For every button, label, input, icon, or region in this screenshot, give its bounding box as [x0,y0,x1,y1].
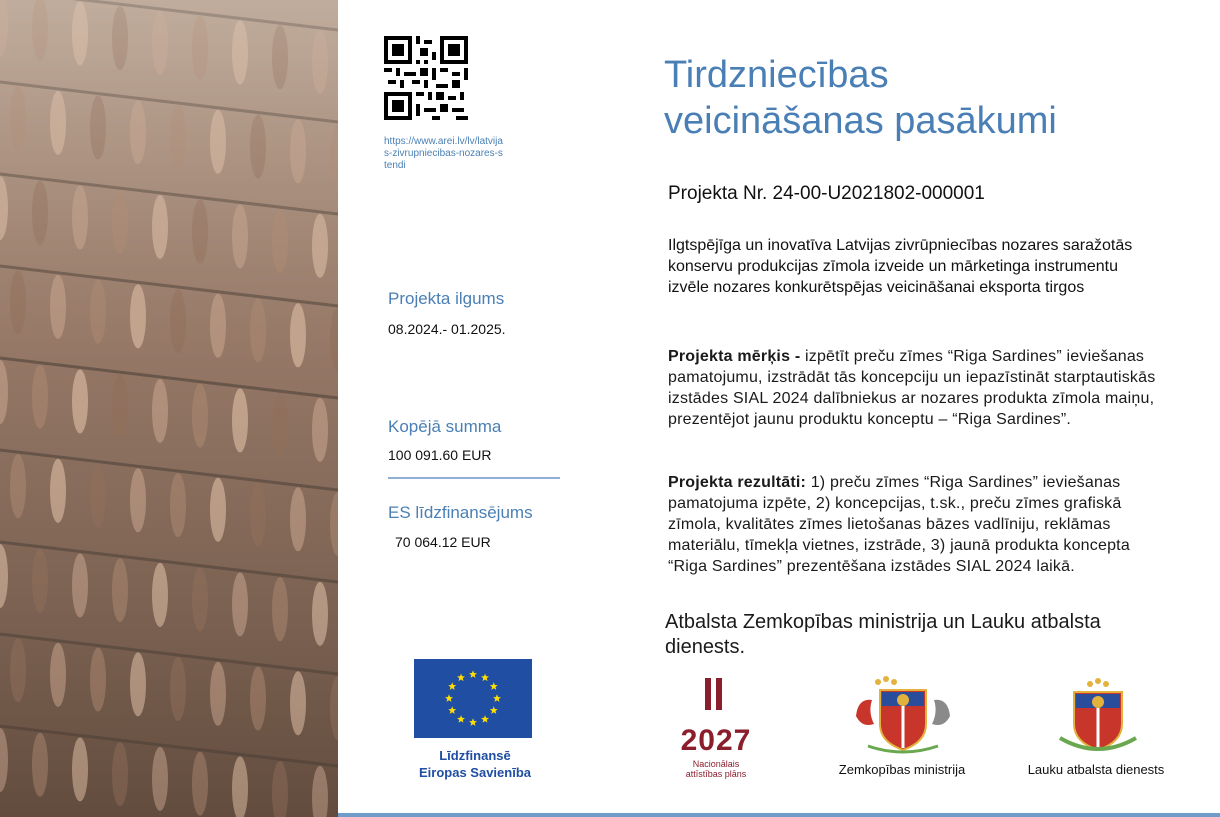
page-title [664,52,1057,144]
lad-coat-of-arms-icon [1056,678,1140,756]
fish-drying-photo [0,0,338,817]
eu-logo-line1: Līdzfinansē [439,748,511,763]
qr-code-icon[interactable] [384,36,468,120]
eu-flag-icon [414,659,532,738]
project-goal [668,346,1158,430]
support-text: Atbalsta Zemkopības ministrija un Lauku atbalsta dienests. [665,611,1101,658]
goal-label: Projekta mērķis - [668,348,801,365]
project-number: Projekta Nr. 24-00-U2021802-000001 [668,183,985,204]
total-sum-label: Kopējā summa [388,417,502,436]
qr-url-link[interactable]: https://www.arei.lv/lv/latvijas-zivrupniecibas-nozares-stendi [384,136,503,171]
title-line-2: veicināšanas pasākumi [664,100,1057,142]
project-subtitle: Ilgtspējīga un inovatīva Latvijas zivrūpniecības nozares saražotās konservu produkcijas zīmola izveide un mārketinga instrumentu izvēle nozares konkurētspējas veicināšanai eksporta tirgos [668,237,1133,296]
eu-cofinancing-value: 70 064.12 EUR [395,534,491,550]
duration-value: 08.2024.- 01.2025. [388,321,506,337]
divider [388,477,560,479]
title-line-1: Tirdzniecības [664,54,889,96]
total-sum-value: 100 091.60 EUR [388,447,492,463]
goal-text: izpētīt preču zīmes “Riga Sardines” ieviešanas pamatojumu, izstrādāt tās koncepciju un iepazīstināt starptautiskās izstādes SIAL 2024 dalībniekus ar nozares produkta zīmola maiņu, prezentējot jaunu produktu konceptu – “Riga Sardines”. [668,348,1156,428]
bottom-accent-bar [338,813,1220,817]
lad-caption: Lauku atbalsta dienests [1027,762,1165,777]
duration-label: Projekta ilgums [388,289,505,308]
project-results [668,472,1158,577]
nap-line2: attīstības plāns [685,769,747,779]
eu-cofinancing-label: ES līdzfinansējums [388,503,533,522]
ministry-caption: Zemkopības ministrija [838,762,966,777]
ministry-coat-of-arms-icon [848,676,958,756]
eu-logo-line2: Eiropas Savienība [419,765,531,780]
fish-rows-illustration [0,0,338,817]
project-meta-column [338,0,658,817]
nap-line1: Nacionālais [692,759,740,769]
results-label: Projekta rezultāti: [668,474,807,491]
results-text: 1) preču zīmes “Riga Sardines” ieviešanas pamatojuma izpēte, 2) koncepcijas, t.sk., preču zīmes grafiskā zīmola, kvalitātes zīmes lietošanas bāzes vadlīniju, reklāmas materiālu, tīmekļa vietnes, izstrāde, 3) jaunā produkta koncepta “Riga Sardines” prezentēšana izstādes SIAL 2024 laikā. [668,474,1130,575]
nap-year: 2027 [680,724,752,757]
